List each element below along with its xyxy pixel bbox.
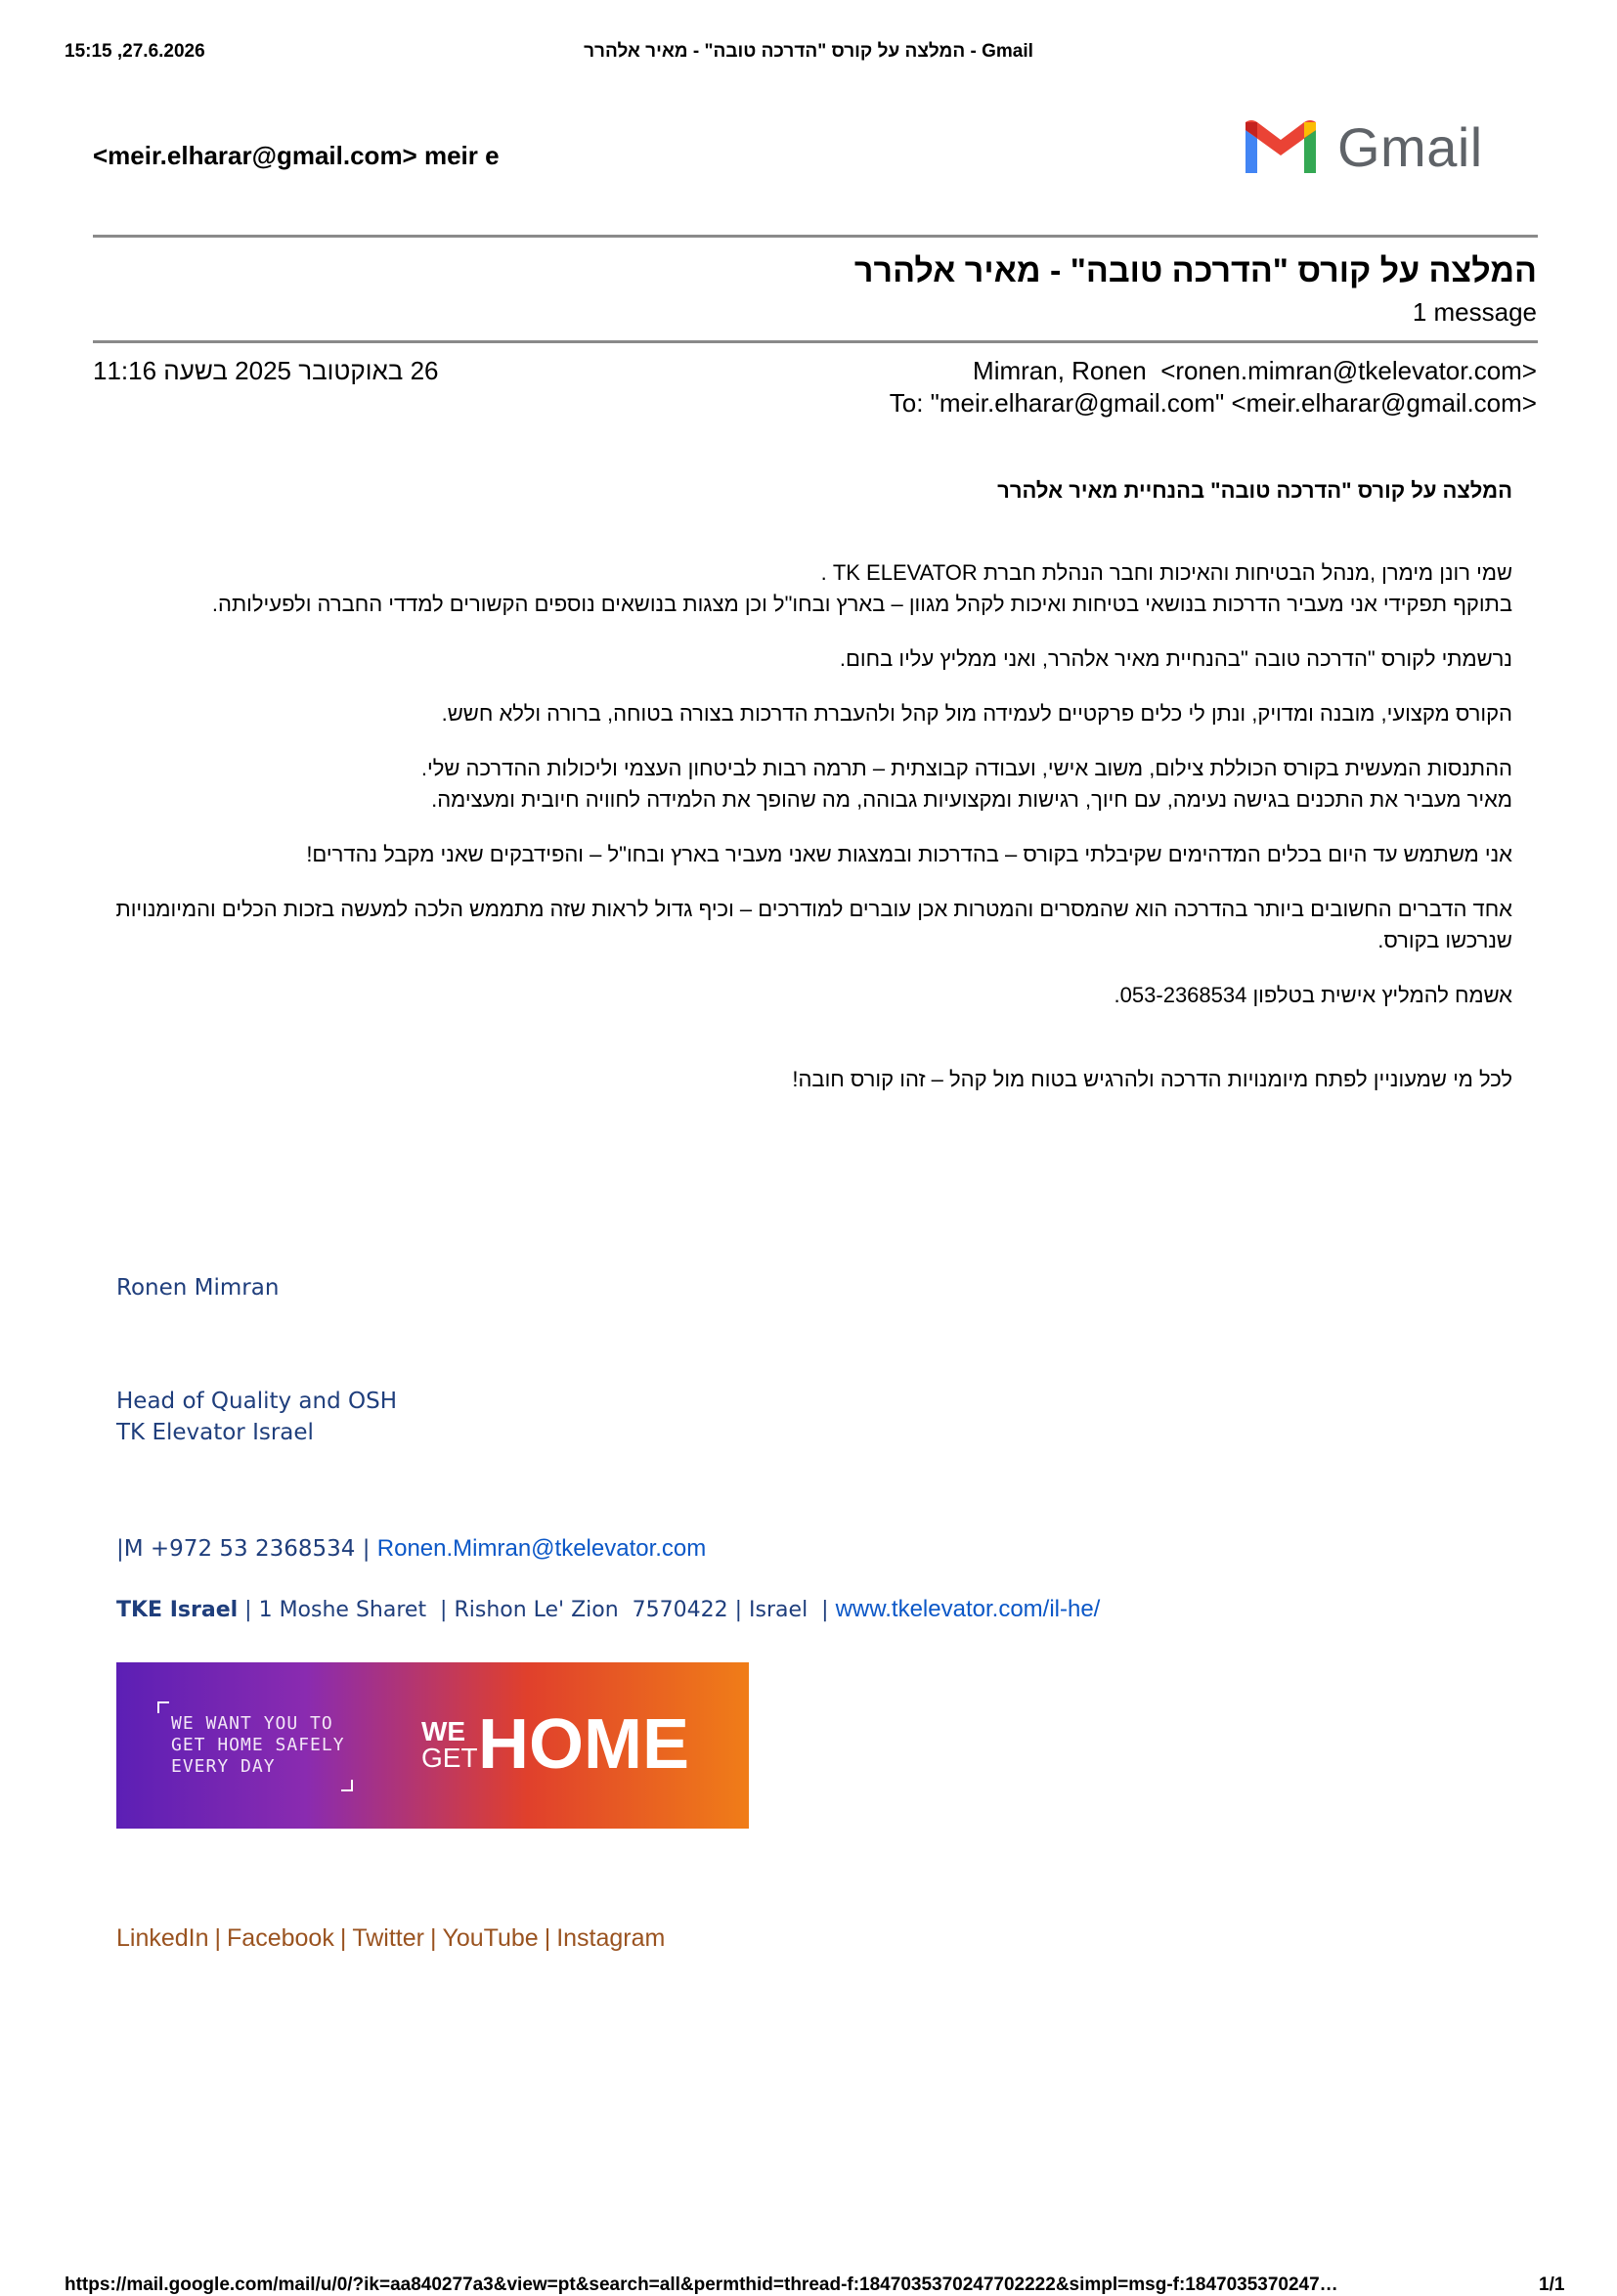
print-page-number: 1/1 xyxy=(1539,2274,1565,2295)
signature-name: Ronen Mimran xyxy=(116,1275,280,1301)
subject-divider xyxy=(93,340,1538,343)
email-subject: המלצה על קורס "הדרכה טובה" - מאיר אלהרר xyxy=(853,252,1537,289)
print-datetime: 15:15 ,27.6.2026 xyxy=(65,41,205,62)
social-link-youtube[interactable]: YouTube xyxy=(442,1924,539,1952)
sender: Mimran, Ronen <ronen.mimran@tkelevator.com> xyxy=(973,356,1537,385)
banner-corner-mark xyxy=(157,1701,169,1713)
body-phone-paragraph: אשמח להמליץ אישית בטלפון 053-2368534. xyxy=(1114,983,1512,1007)
header-divider xyxy=(93,235,1538,238)
banner-we: WE xyxy=(421,1716,466,1746)
banner-home: HOME xyxy=(478,1705,689,1784)
print-footer-url: https://mail.google.com/mail/u/0/?ik=aa840277a3&view=pt&search=all&permthid=thread-f:1847035370247702222&simpl=msg-f:1847035370247… xyxy=(65,2274,1338,2295)
signature-phone: |M +972 53 2368534 | xyxy=(116,1536,377,1562)
body-paragraph: הקורס מקצועי, מובנה ומדויק, ונתן לי כלים פרקטיים לעמידה מול קהל ולהעברת הדרכות בצורה בטוחה, ברורה וללא חשש. xyxy=(441,701,1512,726)
banner-tagline: WE WANT YOU TO GET HOME SAFELY EVERY DAY xyxy=(171,1713,345,1777)
body-intro-line2: בתוקף תפקידי אני מעביר הדרכות בנושאי בטיחות ואיכות לקהל מגוון – בארץ ובחו"ל וכן מצגות בנושאים נוספים הקשורים למדדי החברה ולפעילותה. xyxy=(211,592,1512,616)
print-title: Gmail - המלצה על קורס "הדרכה טובה" - מאיר אלהרר xyxy=(584,41,1033,62)
account-label: <meir.elharar@gmail.com> meir e xyxy=(93,141,500,170)
gmail-wordmark: Gmail xyxy=(1337,116,1483,178)
body-paragraph: אחד הדברים החשובים ביותר בהדרכה הוא שהמסרים והמטרות אכן עוברים למודרכים – וכיף גדול לראות שזה מתממש הלכה למעשה בזכות הכלים והמיומנויות שנרכשו בקורס. xyxy=(115,897,1512,952)
gmail-logo xyxy=(1242,115,1483,179)
social-link-twitter[interactable]: Twitter xyxy=(352,1924,424,1952)
social-separator: | xyxy=(339,1924,347,1952)
we-get-home-banner[interactable] xyxy=(116,1662,749,1829)
social-separator: | xyxy=(214,1924,222,1952)
signature-address xyxy=(116,1596,1100,1623)
message-date: 26 באוקטובר 2025 בשעה 11:16 xyxy=(93,356,439,385)
signature-contact xyxy=(116,1535,706,1563)
body-heading: המלצה על קורס "הדרכה טובה" בהנחיית מאיר אלהרר xyxy=(997,478,1512,503)
signature-address-text: | 1 Moshe Sharet | Rishon Le' Zion 7570422 | Israel | xyxy=(238,1598,836,1622)
social-links xyxy=(116,1924,665,1953)
body-intro-line1: שמי רונן מימרן ,מנהל הבטיחות והאיכות וחבר הנהלת חברת TK ELEVATOR . xyxy=(820,560,1512,585)
recipient: To: "meir.elharar@gmail.com" <meir.elharar@gmail.com> xyxy=(889,388,1537,418)
social-link-facebook[interactable]: Facebook xyxy=(227,1924,334,1952)
body-paragraph: אני משתמש עד היום בכלים המדהימים שקיבלתי בקורס – בהדרכות ובמצגות שאני מעביר בארץ ובחו"ל – והפידבקים שאני מקבל נהדרים! xyxy=(306,842,1512,866)
email-body xyxy=(85,475,1512,1095)
banner-corner-mark xyxy=(341,1780,353,1791)
social-separator: | xyxy=(544,1924,551,1952)
signature-role: Head of Quality and OSH xyxy=(116,1389,398,1414)
signature-company: TK Elevator Israel xyxy=(116,1420,314,1445)
body-paragraph: מאיר מעביר את התכנים בגישה נעימה, עם חיוך, רגישות ומקצועיות גבוהה, מה שהופך את הלמידה לחוויה חיובית ומעצימה. xyxy=(431,787,1512,812)
social-separator: | xyxy=(429,1924,437,1952)
body-closing: לכל מי שמעוניין לפתח מיומנויות הדרכה ולהרגיש בטוח מול קהל – זהו קורס חובה! xyxy=(792,1067,1512,1091)
signature-email-link[interactable]: Ronen.Mimran@tkelevator.com xyxy=(376,1535,707,1562)
social-link-instagram[interactable]: Instagram xyxy=(556,1924,666,1952)
body-paragraph: נרשמתי לקורס "הדרכה טובה "בהנחיית מאיר אלהרר, ואני ממליץ עליו בחום. xyxy=(839,646,1512,671)
gmail-m-icon xyxy=(1242,116,1320,179)
banner-get: GET xyxy=(421,1743,478,1773)
message-count: 1 message xyxy=(1412,297,1537,327)
signature-website-link[interactable]: www.tkelevator.com/il-he/ xyxy=(835,1596,1101,1622)
social-link-linkedin[interactable]: LinkedIn xyxy=(116,1924,209,1952)
body-paragraph: ההתנסות המעשית בקורס הכוללת צילום, משוב אישי, ועבודה קבוצתית – תרמה רבות לביטחון העצמי וליכולות ההדרכה שלי. xyxy=(420,756,1512,780)
signature-address-company: TKE Israel xyxy=(116,1598,239,1622)
